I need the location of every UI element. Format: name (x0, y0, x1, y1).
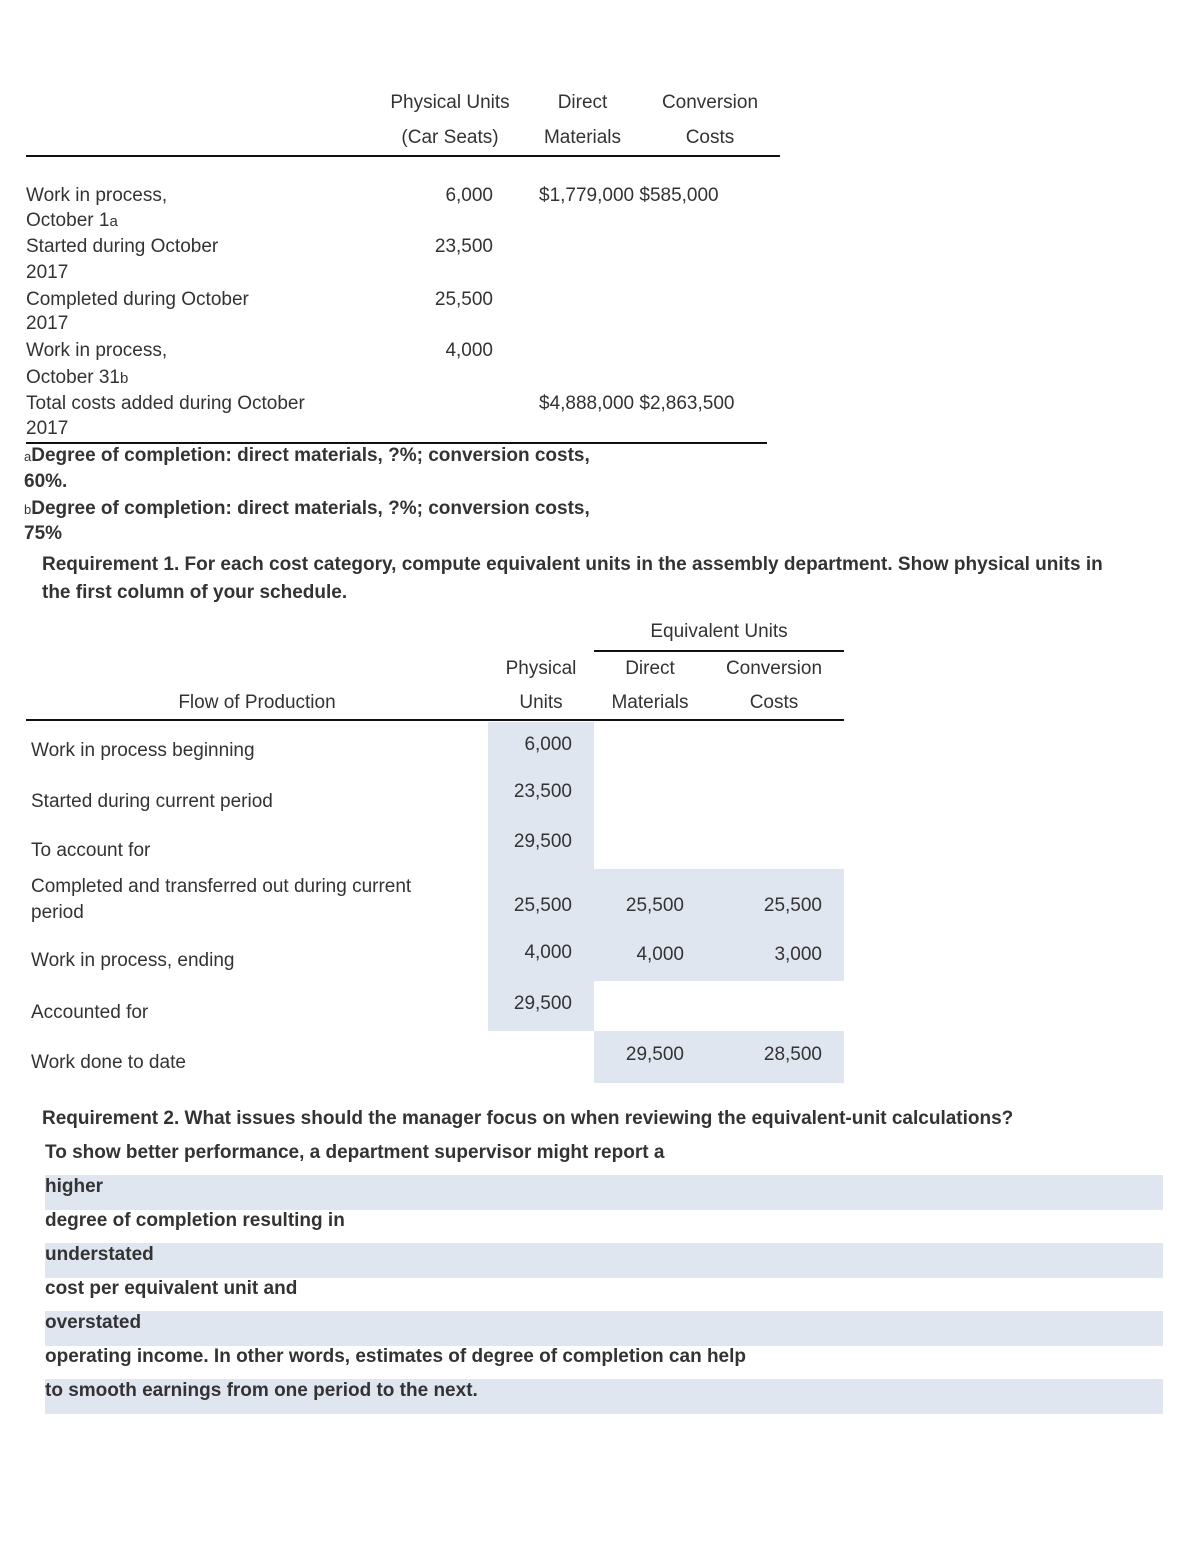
conversion-costs-input[interactable]: 28,500 (763, 1044, 822, 1065)
schedule-row-label: Work in process beginning (31, 740, 255, 761)
row-label: Completed during October (26, 289, 249, 310)
header-cc-line2: Costs (749, 692, 799, 713)
answer-line: operating income. In other words, estimates of degree of completion can help (45, 1346, 747, 1367)
header-physical-line2: Units (519, 692, 563, 713)
row-label-line2: 2017 (26, 313, 69, 334)
physical-units-input[interactable]: 4,000 (524, 942, 572, 963)
header-flow-of-production: Flow of Production (178, 692, 336, 713)
schedule-row-label: Accounted for (31, 1002, 149, 1023)
direct-materials-input[interactable]: 29,500 (625, 1044, 684, 1065)
row-label: Work in process, (26, 340, 168, 361)
answer-line: cost per equivalent unit and (45, 1278, 298, 1299)
direct-materials-input[interactable]: 4,000 (636, 944, 684, 965)
header-direct-materials-line1: Direct (557, 92, 608, 113)
header-dm-line2: Materials (611, 692, 689, 713)
equivalent-units-rule (594, 650, 844, 652)
footnote-mark: a (109, 213, 118, 230)
physical-units-input-area (488, 722, 594, 1031)
footnote-a-line2: 60%. (24, 471, 68, 492)
header-physical-units-line2: (Car Seats) (401, 127, 499, 148)
schedule-row-label: Work in process, ending (31, 950, 235, 971)
direct-materials-input[interactable]: 25,500 (625, 895, 684, 916)
answer-choice: higher (45, 1176, 104, 1197)
header-direct-materials-line2: Materials (543, 127, 622, 148)
schedule-row-label: To account for (31, 840, 151, 861)
answer-select-overstated[interactable] (45, 1311, 1163, 1346)
physical-units-input[interactable]: 29,500 (513, 993, 572, 1014)
answer-select-higher[interactable] (45, 1175, 1163, 1210)
schedule-row-label: Completed and transferred out during current (31, 876, 412, 897)
answer-line: degree of completion resulting in (45, 1210, 345, 1231)
answer-choice: to smooth earnings from one period to the next. (45, 1380, 478, 1401)
header-rule (26, 155, 780, 157)
physical-units-input[interactable]: 6,000 (524, 734, 572, 755)
physical-units-input[interactable]: 23,500 (513, 781, 572, 802)
row-label-line2: October 31b (26, 367, 129, 388)
row-label: Total costs added during October (26, 393, 305, 414)
requirement1-text: Requirement 1. For each cost category, compute equivalent units in the assembly department. Show physical units in (42, 554, 1103, 575)
row-units: 23,500 (434, 236, 493, 257)
row-label-line2: October 1a (26, 210, 118, 231)
row-costs: $4,888,000 $2,863,500 (539, 393, 735, 414)
conversion-costs-input[interactable]: 25,500 (763, 895, 822, 916)
header-physical-line1: Physical (505, 658, 577, 679)
physical-units-input[interactable]: 25,500 (513, 895, 572, 916)
bottom-rule (26, 442, 767, 444)
header-conversion-costs-line2: Costs (685, 127, 735, 148)
answer-line: To show better performance, a department supervisor might report a (45, 1142, 665, 1163)
schedule-row-label: Started during current period (31, 791, 273, 812)
footnote-b: bDegree of completion: direct materials, ?%; conversion costs, (24, 498, 590, 519)
physical-units-input[interactable]: 29,500 (513, 831, 572, 852)
conversion-costs-input[interactable]: 3,000 (774, 944, 822, 965)
answer-choice: overstated (45, 1312, 142, 1333)
header-physical-units-line1: Physical Units (390, 92, 510, 113)
header-cc-line1: Conversion (725, 658, 823, 679)
row-label-line2: 2017 (26, 418, 69, 439)
schedule-row-label: Work done to date (31, 1052, 186, 1073)
row-costs: $1,779,000 $585,000 (539, 185, 719, 206)
answer-select-understated[interactable] (45, 1243, 1163, 1278)
row-units: 4,000 (445, 340, 493, 361)
header-conversion-costs-line1: Conversion (661, 92, 759, 113)
row-label: Work in process, (26, 185, 168, 206)
row-units: 6,000 (445, 185, 493, 206)
row-label-line2: 2017 (26, 262, 69, 283)
requirement1-text-line2: the first column of your schedule. (42, 582, 348, 603)
answer-choice: understated (45, 1244, 154, 1265)
footnote-b-line2: 75% (24, 523, 63, 544)
footnote-a: aDegree of completion: direct materials, ?%; conversion costs, (24, 445, 590, 466)
footnote-mark: b (120, 370, 129, 387)
schedule-header-rule (26, 719, 844, 721)
equivalent-units-header: Equivalent Units (650, 621, 788, 642)
requirement2-question: Requirement 2. What issues should the manager focus on when reviewing the equivalent-unit calculations? (42, 1108, 1014, 1129)
row-units: 25,500 (434, 289, 493, 310)
row-label: Started during October (26, 236, 219, 257)
schedule-row-label-line2: period (31, 902, 84, 923)
header-dm-line1: Direct (625, 658, 675, 679)
